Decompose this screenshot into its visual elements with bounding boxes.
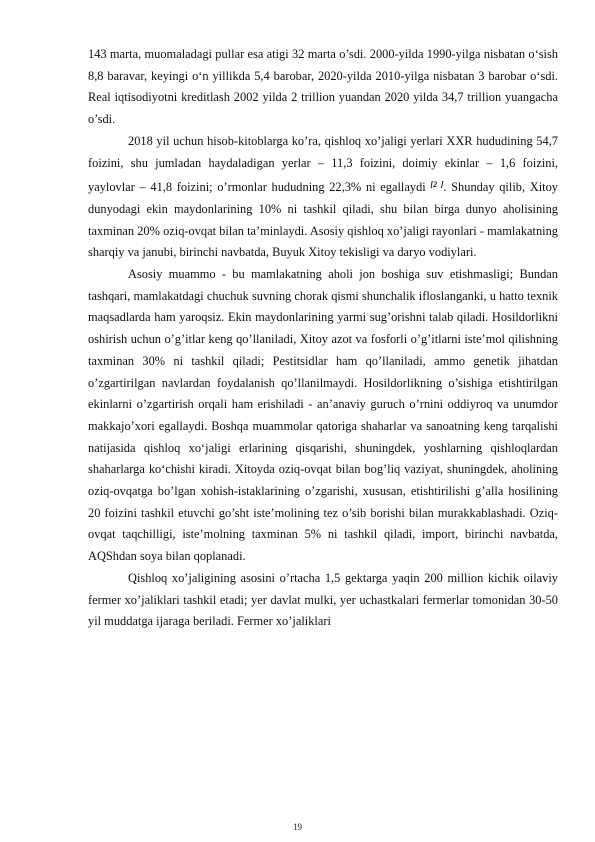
paragraph-4: Qishloq xo’jaligining asosini o’rtacha 1,5 gektarga yaqin 200 million kichik oilaviy fermer xo’jaliklari tashkil etadi; yer davlat mulki, yer uchastkalari fermerlar tomonidan 30-50 yil muddatga ijaraga beriladi. Fermer xo’jaliklari	[88, 570, 558, 629]
paragraph-2	[88, 131, 558, 264]
citation-reference: [2 ]	[430, 180, 444, 190]
page-number: 19	[293, 822, 302, 832]
paragraph-2-text-b: . Shunday qilib, Xitoy dunyodagi ekin maydonlarining 10% ni tashkil qiladi, shu bilan birga dunyo aholisining taxminan 20% oziq-ovqat bilan ta’minlaydi. Asosiy qishloq xo’jaligi rayonlari - mamlakatning sharqiy va janubi, birinchi navbatda, Buyuk Xitoy tekisligi va daryo vodiylari.	[88, 180, 558, 260]
paragraph-3: Asosiy muammo - bu mamlakatning aholi jon boshiga suv etishmasligi; Bundan tashqari, mamlakatdagi chuchuk suvning chorak qismi shunchalik ifloslanganki, u hatto texnik maqsadlarda ham yaroqsiz. Ekin maydonlarining yarmi sug’orishni talab qiladi. Hosildorlikni oshirish uchun o’g’itlar keng qo’llaniladi, Xitoy azot va fosforli o’g’itlarni iste’mol qilishning taxminan 30% ni tashkil qiladi; Pestitsidlar ham qo’llaniladi, ammo genetik jihatdan o’zgartirilgan navlardan foydalanish qo’llanilmaydi. Hosildorlikning o’sishiga etishtirilgan ekinlarni o’zgartirish orqali ham erishiladi - an’anaviy guruch o’rnini oddiyroq va unumdor makkajo’xori egallaydi. Boshqa muammolar qatoriga shaharlar va sanoatning keng tarqalishi natijasida qishloq xo‘jaligi erlarining qisqarishi, shuningdek, yoshlarning qishloqlardan shaharlarga ko‘chishi kiradi. Xitoyda oziq-ovqat bilan bog’liq vaziyat, shuningdek, aholining oziq-ovqatga bo’lgan xohish-istaklarining o’zgarishi, xususan, etishtirilishi g’alla hosilining 20 foizini tashkil etuvchi go’sht iste’molining tez o’sib borishi bilan murakkablashadi. Oziq-ovqat taqchilligi, iste’molning taxminan 5% ni tashkil qiladi, import, birinchi navbatda, AQShdan soya bilan qoplanadi.	[88, 267, 558, 564]
paragraph-1: 143 marta, muomaladagi pullar esa atigi 32 marta o’sdi. 2000-yilda 1990-yilga nisbatan o‘sish 8,8 baravar, keyingi o‘n yillikda 5,4 barobar, 2020-yilda 2010-yilga nisbatan 3 barobar o‘sdi. Real iqtisodiyotni kreditlash 2002 yilda 2 trillion yuandan 2020 yilda 34,7 trillion yuangacha o’sdi.	[88, 47, 558, 127]
paragraph-2-text-a: 2018 yil uchun hisob-kitoblarga ko’ra, qishloq xo’jaligi yerlari XXR hududining 54,7 foizini, shu jumladan haydaladigan yerlar – 11,3 foizini, doimiy ekinlar – 1,6 foizini, yaylovlar – 41,8 foizini; o’rmonlar hududning 22,3% ni egallaydi	[88, 133, 558, 195]
document-page	[88, 44, 558, 633]
